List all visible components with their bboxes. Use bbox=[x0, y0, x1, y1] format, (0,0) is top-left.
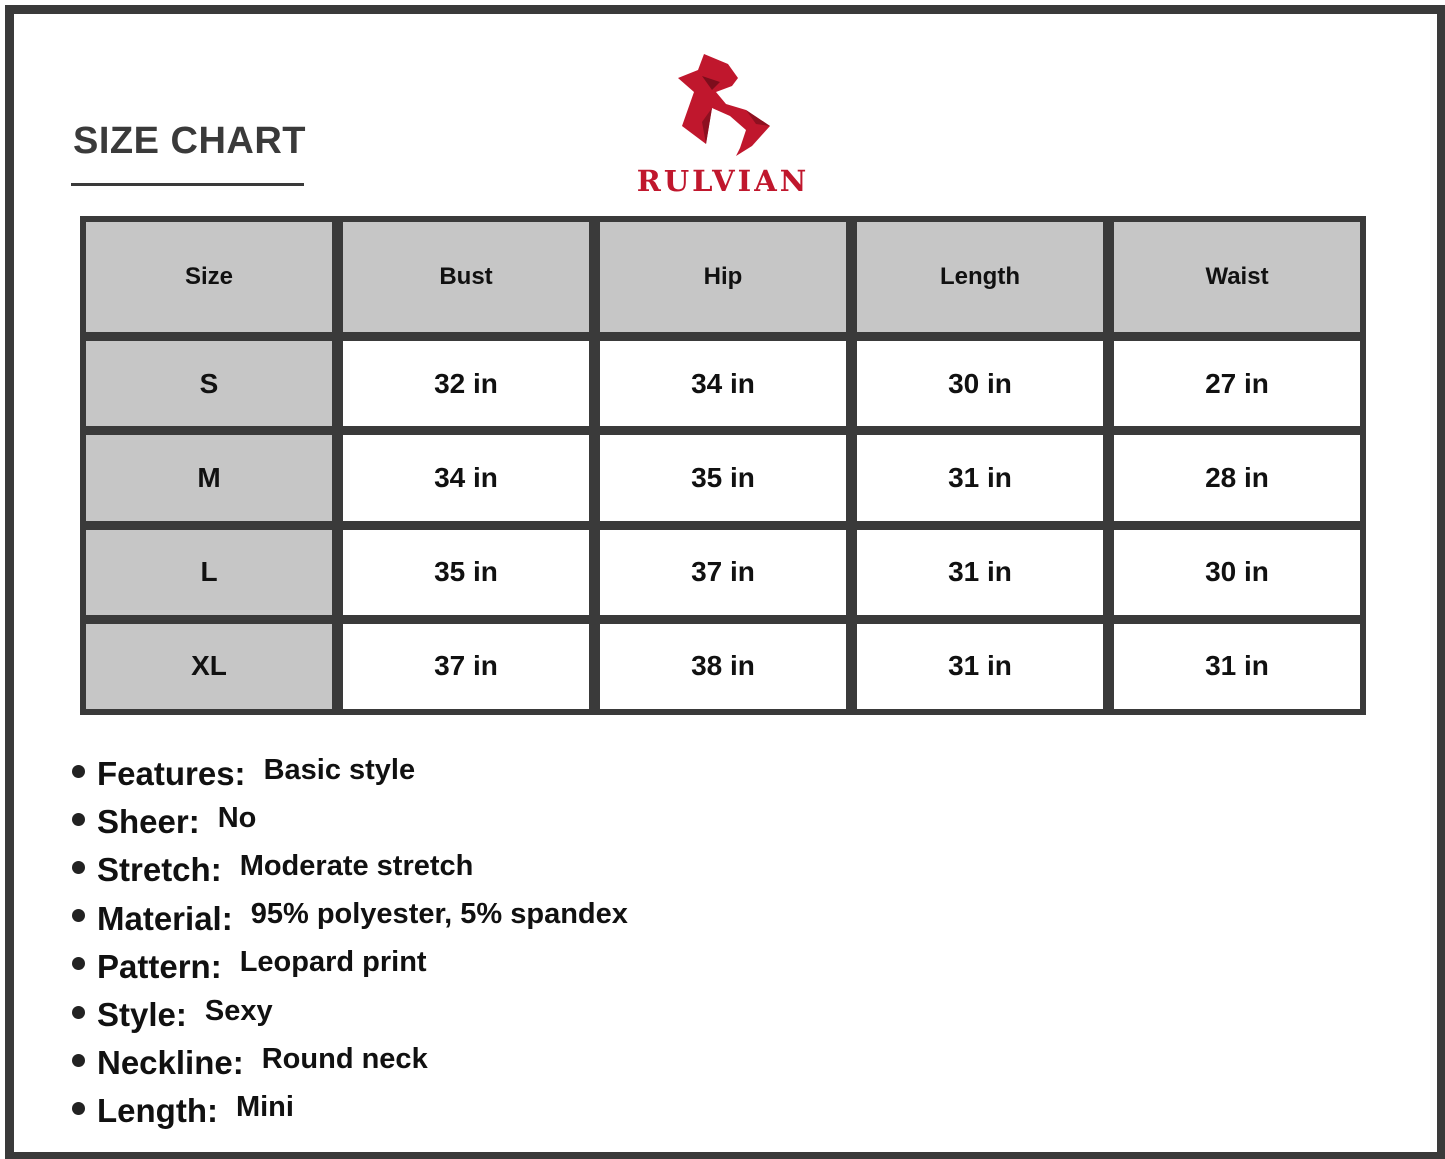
feature-value: Sexy bbox=[204, 994, 273, 1027]
measurement-cell: 38 in bbox=[600, 624, 846, 709]
title-underline bbox=[71, 183, 304, 186]
bullet-icon bbox=[72, 1006, 85, 1019]
feature-item bbox=[72, 798, 628, 846]
feature-label: Material: bbox=[97, 899, 233, 937]
bullet-icon bbox=[72, 765, 85, 778]
measurement-cell: 27 in bbox=[1114, 341, 1360, 426]
features-list bbox=[72, 750, 628, 1136]
feature-item bbox=[72, 1087, 628, 1135]
column-header-bust: Bust bbox=[343, 222, 589, 332]
feature-label: Sheer: bbox=[97, 803, 200, 841]
feature-item bbox=[72, 991, 628, 1039]
bullet-icon bbox=[72, 1054, 85, 1067]
size-label-cell: S bbox=[86, 341, 332, 426]
measurement-cell: 34 in bbox=[600, 341, 846, 426]
measurement-cell: 30 in bbox=[857, 341, 1103, 426]
feature-item bbox=[72, 895, 628, 943]
measurement-cell: 31 in bbox=[857, 530, 1103, 615]
size-label-cell: L bbox=[86, 530, 332, 615]
measurement-cell: 31 in bbox=[857, 435, 1103, 520]
feature-value: Leopard print bbox=[239, 946, 427, 979]
column-header-length: Length bbox=[857, 222, 1103, 332]
size-label-cell: XL bbox=[86, 624, 332, 709]
brand-r-logo-icon bbox=[676, 52, 772, 162]
bullet-icon bbox=[72, 813, 85, 826]
measurement-cell: 31 in bbox=[1114, 624, 1360, 709]
feature-value: Mini bbox=[235, 1090, 294, 1123]
measurement-cell: 31 in bbox=[857, 624, 1103, 709]
feature-item bbox=[72, 750, 628, 798]
feature-item bbox=[72, 1039, 628, 1087]
bullet-icon bbox=[72, 1102, 85, 1115]
brand-name: RULVIAN bbox=[636, 164, 810, 198]
measurement-cell: 28 in bbox=[1114, 435, 1360, 520]
size-label-cell: M bbox=[86, 435, 332, 520]
feature-label: Pattern: bbox=[97, 947, 222, 985]
feature-label: Stretch: bbox=[97, 851, 222, 889]
feature-item bbox=[72, 943, 628, 991]
measurement-cell: 35 in bbox=[343, 530, 589, 615]
column-header-size: Size bbox=[86, 222, 332, 332]
measurement-cell: 37 in bbox=[600, 530, 846, 615]
column-header-waist: Waist bbox=[1114, 222, 1360, 332]
feature-item bbox=[72, 846, 628, 894]
feature-value: Round neck bbox=[261, 1042, 428, 1075]
column-header-hip: Hip bbox=[600, 222, 846, 332]
brand-logo bbox=[626, 50, 820, 200]
feature-label: Style: bbox=[97, 996, 187, 1034]
feature-label: Length: bbox=[97, 1092, 218, 1130]
page-title: SIZE CHART bbox=[73, 120, 306, 162]
feature-value: 95% polyester, 5% spandex bbox=[250, 898, 628, 931]
feature-value: No bbox=[217, 801, 257, 834]
bullet-icon bbox=[72, 957, 85, 970]
feature-value: Moderate stretch bbox=[239, 849, 474, 882]
measurement-cell: 35 in bbox=[600, 435, 846, 520]
feature-value: Basic style bbox=[263, 753, 416, 786]
feature-label: Neckline: bbox=[97, 1044, 244, 1082]
measurement-cell: 34 in bbox=[343, 435, 589, 520]
feature-label: Features: bbox=[97, 755, 246, 793]
measurement-cell: 32 in bbox=[343, 341, 589, 426]
bullet-icon bbox=[72, 861, 85, 874]
measurement-cell: 30 in bbox=[1114, 530, 1360, 615]
size-table bbox=[80, 216, 1366, 715]
bullet-icon bbox=[72, 909, 85, 922]
measurement-cell: 37 in bbox=[343, 624, 589, 709]
